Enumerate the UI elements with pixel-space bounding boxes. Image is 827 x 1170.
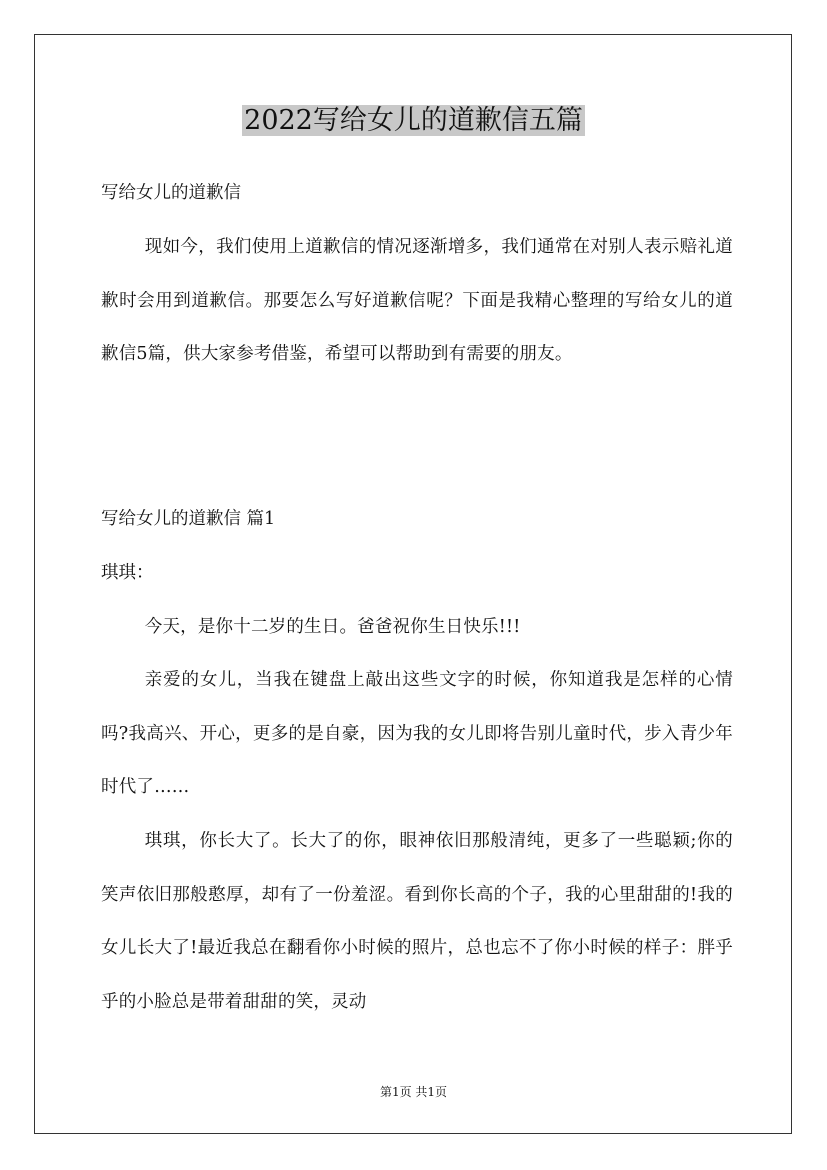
body-paragraph-1: 今天，是你十二岁的生日。爸爸祝你生日快乐!!! [144,617,521,637]
body-paragraph-2: 亲爱的女儿，当我在键盘上敲出这些文字的时候，你知道我是怎样的心情吗?我高兴、开心，更多的是自豪，因为我的女儿即将告别儿童时代，步入青少年时代了…… [101,670,733,797]
article-heading: 写给女儿的道歉信 篇1 [101,509,276,529]
section-heading: 写给女儿的道歉信 [101,183,241,203]
salutation: 琪琪： [101,563,154,583]
intro-paragraph: 现如今，我们使用上道歉信的情况逐渐增多，我们通常在对别人表示赔礼道歉时会用到道歉信。那要怎么写好道歉信呢？下面是我精心整理的写给女儿的道歉信5篇，供大家参考借鉴，希望可以帮助到有需要的朋友。 [101,237,733,364]
document-title [0,101,827,141]
document-title-text: 2022写给女儿的道歉信五篇 [244,105,583,136]
body-paragraph-3: 琪琪，你长大了。长大了的你，眼神依旧那般清纯，更多了一些聪颖;你的笑声依旧那般憨厚，却有了一份羞涩。看到你长高的个子，我的心里甜甜的!我的女儿长大了!最近我总在翻看你小时候的照片，总也忘不了你小时候的样子：胖乎乎的小脸总是带着甜甜的笑，灵动 [101,831,733,1012]
page-footer: 第1页 共1页 [379,1085,448,1099]
